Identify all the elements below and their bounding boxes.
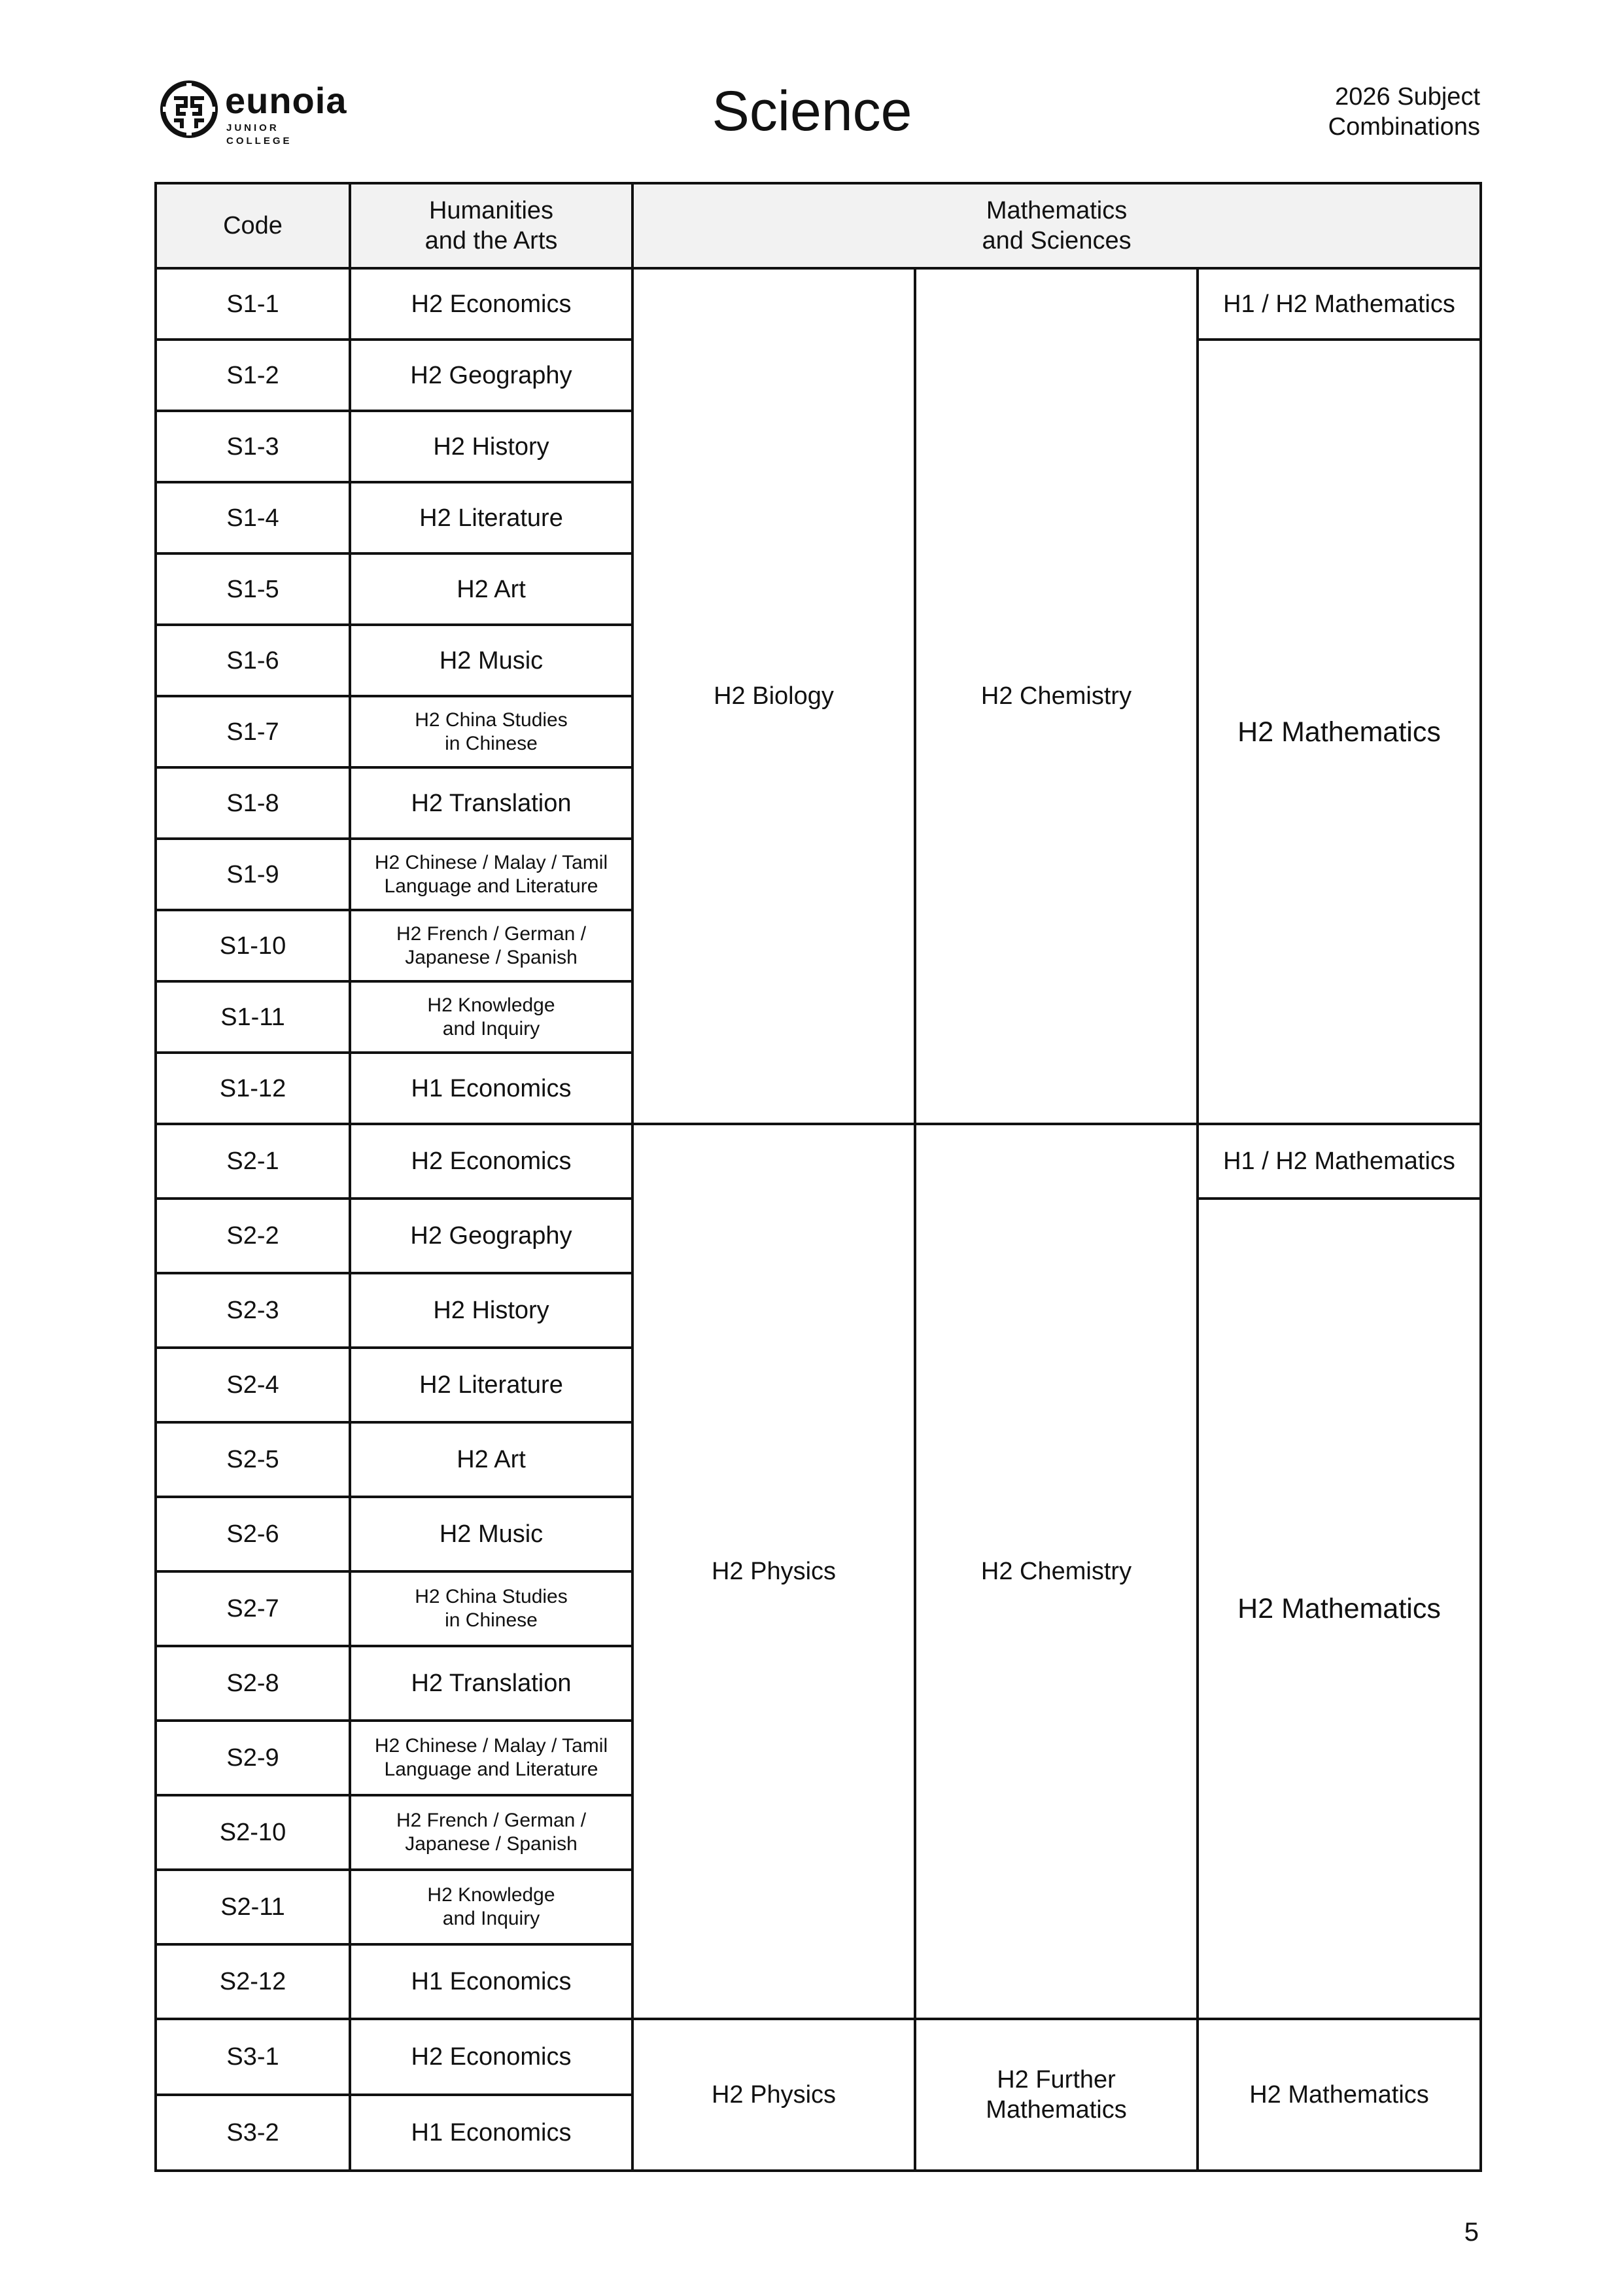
subtitle-line-1: 2026 Subject bbox=[1335, 83, 1480, 111]
table-row bbox=[156, 2019, 1481, 2095]
table-row bbox=[156, 1124, 1481, 1199]
combination-code-cell: S2-2 bbox=[156, 1199, 350, 1273]
mathematics-option-cell: H1 / H2 Mathematics bbox=[1198, 1124, 1481, 1199]
mathematics-cell: H2 Mathematics bbox=[1198, 340, 1481, 1124]
combination-code-cell: S2-8 bbox=[156, 1646, 350, 1721]
humanities-subject-cell: H2 China Studies in Chinese bbox=[350, 696, 632, 767]
humanities-subject-cell: H2 Music bbox=[350, 1497, 632, 1571]
humanities-subject-cell: H2 Translation bbox=[350, 1646, 632, 1721]
combination-code-cell: S1-8 bbox=[156, 767, 350, 839]
combination-code-cell: S2-12 bbox=[156, 1944, 350, 2019]
mathematics-option-cell: H1 / H2 Mathematics bbox=[1198, 268, 1481, 340]
combination-code-cell: S2-10 bbox=[156, 1795, 350, 1870]
humanities-subject-cell: H2 Literature bbox=[350, 1348, 632, 1422]
mathematics-cell: H2 Mathematics bbox=[1198, 2019, 1481, 2171]
header-humanities: Humanities and the Arts bbox=[350, 183, 632, 268]
humanities-subject-cell: H2 Economics bbox=[350, 2019, 632, 2095]
humanities-subject-cell: H2 History bbox=[350, 411, 632, 482]
science-subject-cell: H2 Chemistry bbox=[915, 1124, 1198, 2019]
header-math-sciences: Mathematics and Sciences bbox=[632, 183, 1481, 268]
humanities-subject-cell: H2 Art bbox=[350, 553, 632, 625]
combination-code-cell: S2-4 bbox=[156, 1348, 350, 1422]
science-subject-cell: H2 Further Mathematics bbox=[915, 2019, 1198, 2171]
combination-code-cell: S1-12 bbox=[156, 1053, 350, 1124]
logo-wordmark: eunoia bbox=[225, 80, 347, 121]
combination-code-cell: S2-11 bbox=[156, 1870, 350, 1944]
humanities-subject-cell: H2 French / German / Japanese / Spanish bbox=[350, 1795, 632, 1870]
humanities-subject-cell: H2 China Studies in Chinese bbox=[350, 1571, 632, 1646]
science-subject-cell: H2 Chemistry bbox=[915, 268, 1198, 1124]
logo-subtitle: JUNIOR COLLEGE bbox=[226, 122, 292, 147]
humanities-subject-cell: H2 Geography bbox=[350, 340, 632, 411]
combination-code-cell: S1-9 bbox=[156, 839, 350, 910]
header-code: Code bbox=[156, 183, 350, 268]
science-subject-cell: H2 Physics bbox=[632, 1124, 915, 2019]
humanities-subject-cell: H1 Economics bbox=[350, 1053, 632, 1124]
humanities-subject-cell: H2 Knowledge and Inquiry bbox=[350, 1870, 632, 1944]
humanities-subject-cell: H2 French / German / Japanese / Spanish bbox=[350, 910, 632, 981]
table-header-row bbox=[156, 183, 1481, 268]
humanities-subject-cell: H2 Music bbox=[350, 625, 632, 696]
science-subject-cell: H2 Physics bbox=[632, 2019, 915, 2171]
combination-code-cell: S3-1 bbox=[156, 2019, 350, 2095]
mathematics-cell: H2 Mathematics bbox=[1198, 1199, 1481, 2019]
subtitle-line-2: Combinations bbox=[1328, 113, 1480, 141]
humanities-subject-cell: H1 Economics bbox=[350, 2095, 632, 2171]
table-body bbox=[156, 268, 1481, 2171]
combination-code-cell: S1-6 bbox=[156, 625, 350, 696]
humanities-subject-cell: H1 Economics bbox=[350, 1944, 632, 2019]
page-title: Science bbox=[712, 80, 912, 143]
combination-code-cell: S2-5 bbox=[156, 1422, 350, 1497]
document-subtitle bbox=[1328, 82, 1480, 142]
humanities-subject-cell: H2 Economics bbox=[350, 268, 632, 340]
combination-code-cell: S1-5 bbox=[156, 553, 350, 625]
humanities-subject-cell: H2 Literature bbox=[350, 482, 632, 553]
humanities-subject-cell: H2 History bbox=[350, 1273, 632, 1348]
humanities-subject-cell: H2 Art bbox=[350, 1422, 632, 1497]
combination-code-cell: S1-2 bbox=[156, 340, 350, 411]
humanities-subject-cell: H2 Geography bbox=[350, 1199, 632, 1273]
combination-code-cell: S2-6 bbox=[156, 1497, 350, 1571]
combination-code-cell: S2-7 bbox=[156, 1571, 350, 1646]
combination-code-cell: S2-3 bbox=[156, 1273, 350, 1348]
combination-code-cell: S1-1 bbox=[156, 268, 350, 340]
combination-code-cell: S1-3 bbox=[156, 411, 350, 482]
combination-code-cell: S1-7 bbox=[156, 696, 350, 767]
combination-code-cell: S2-9 bbox=[156, 1721, 350, 1795]
table-row bbox=[156, 268, 1481, 340]
combination-code-cell: S1-4 bbox=[156, 482, 350, 553]
humanities-subject-cell: H2 Economics bbox=[350, 1124, 632, 1199]
combination-code-cell: S1-11 bbox=[156, 981, 350, 1053]
humanities-subject-cell: H2 Translation bbox=[350, 767, 632, 839]
humanities-subject-cell: H2 Chinese / Malay / Tamil Language and Literature bbox=[350, 1721, 632, 1795]
combination-code-cell: S1-10 bbox=[156, 910, 350, 981]
humanities-subject-cell: H2 Knowledge and Inquiry bbox=[350, 981, 632, 1053]
science-subject-cell: H2 Biology bbox=[632, 268, 915, 1124]
combination-code-cell: S2-1 bbox=[156, 1124, 350, 1199]
subject-combinations-table bbox=[154, 182, 1482, 2172]
page-number: 5 bbox=[1464, 2218, 1479, 2247]
combination-code-cell: S3-2 bbox=[156, 2095, 350, 2171]
humanities-subject-cell: H2 Chinese / Malay / Tamil Language and Literature bbox=[350, 839, 632, 910]
